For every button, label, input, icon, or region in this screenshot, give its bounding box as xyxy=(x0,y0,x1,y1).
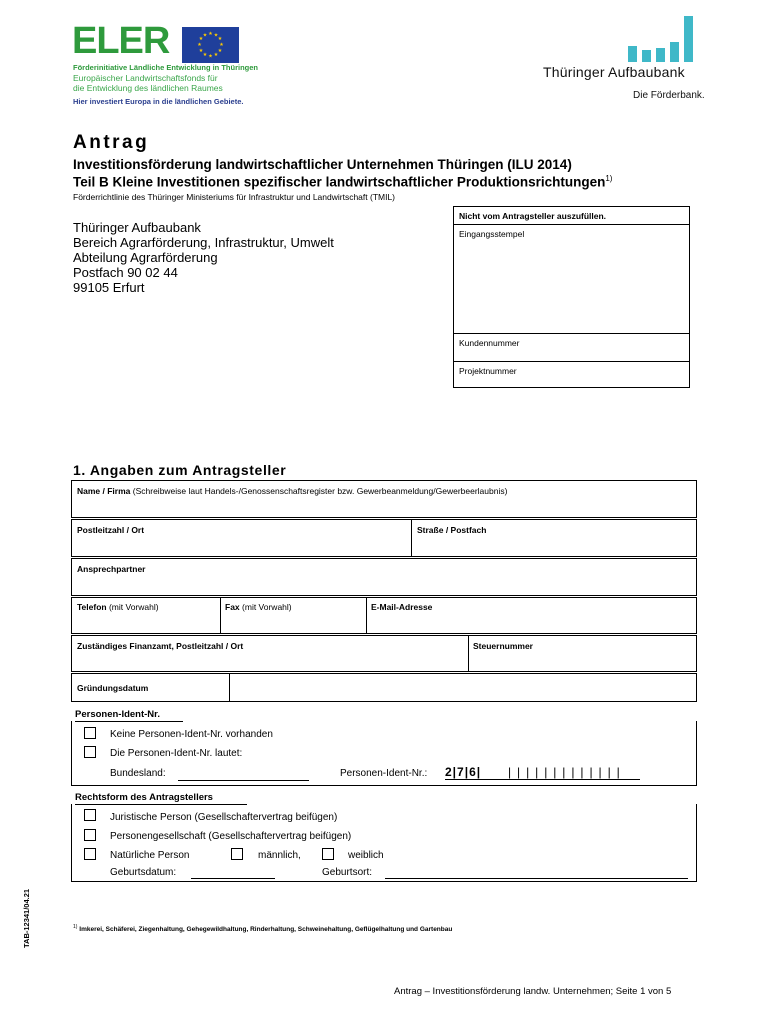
footnote-marker: 1) xyxy=(73,924,78,930)
female-label: weiblich xyxy=(348,850,384,861)
footnote xyxy=(73,924,452,933)
recipient-line-5: 99105 Erfurt xyxy=(73,280,145,295)
tax-number-label: Steuernummer xyxy=(473,641,533,651)
contact-details-row xyxy=(71,597,697,634)
bank-logo-name: Thüringer Aufbaubank xyxy=(543,64,685,80)
female-checkbox[interactable] xyxy=(322,848,334,860)
eler-logo-tagline: Hier investiert Europa in die ländlichen Gebiete. xyxy=(73,97,244,106)
eu-flag-icon xyxy=(182,27,239,63)
has-id-checkbox[interactable] xyxy=(84,746,96,758)
founding-date-field[interactable] xyxy=(230,674,696,701)
birth-place-label: Geburtsort: xyxy=(322,867,373,878)
eler-logo-line3: die Entwicklung des ländlichen Raumes xyxy=(73,83,223,93)
personal-id-heading: Personen-Ident-Nr. xyxy=(75,709,160,720)
recipient-line-1: Thüringer Aufbaubank xyxy=(73,220,201,235)
legal-form-heading: Rechtsform des Antragstellers xyxy=(75,792,213,803)
name-firm-field[interactable] xyxy=(71,480,697,518)
form-code: TAB-12341/04.21 xyxy=(22,888,31,948)
receipt-stamp-label: Eingangsstempel xyxy=(459,229,525,239)
svg-text:★: ★ xyxy=(217,48,223,54)
document-title: Antrag xyxy=(73,132,150,153)
name-firm-label xyxy=(77,486,507,496)
svg-text:★: ★ xyxy=(217,36,223,42)
tax-row xyxy=(71,635,697,672)
footnote-text: Imkerei, Schäferei, Ziegenhaltung, Gehegewildhaltung, Rinderhaltung, Schweinehaltung, Geflügelhaltung und Gartenbau xyxy=(79,926,453,934)
bank-logo-tagline: Die Förderbank. xyxy=(633,90,705,101)
male-checkbox[interactable] xyxy=(231,848,243,860)
eler-logo-line1: Förderinitiative Ländliche Entwicklung in Thüringen xyxy=(73,63,259,72)
legal-entity-checkbox[interactable] xyxy=(84,809,96,821)
postal-city-label: Postleitzahl / Ort xyxy=(77,525,145,535)
divider xyxy=(366,598,367,633)
tax-office-label: Zuständiges Finanzamt, Postleitzahl / Ort xyxy=(77,641,244,651)
founding-date-label: Gründungsdatum xyxy=(77,683,149,693)
svg-text:★: ★ xyxy=(198,48,204,54)
street-label: Straße / Postfach xyxy=(417,525,487,535)
legal-entity-label: Juristische Person (Gesellschaftervertrag beifügen) xyxy=(110,812,338,823)
svg-text:★: ★ xyxy=(202,32,208,39)
fax-hint: (mit Vorwahl) xyxy=(242,602,292,612)
section-1-heading: 1. Angaben zum Antragsteller xyxy=(73,462,287,478)
page-footer: Antrag – Investitionsförderung landw. Unternehmen; Seite 1 von 5 xyxy=(394,986,672,997)
svg-text:★: ★ xyxy=(202,52,208,58)
contact-person-label: Ansprechpartner xyxy=(77,564,146,574)
eler-logo-wordmark: ELER xyxy=(72,20,170,62)
divider xyxy=(220,598,221,633)
svg-text:★: ★ xyxy=(219,42,224,48)
no-id-checkbox[interactable] xyxy=(84,727,96,739)
phone-label-bold: Telefon xyxy=(77,602,107,612)
svg-text:★: ★ xyxy=(213,52,219,58)
customer-number-label: Kundennummer xyxy=(459,338,520,348)
partnership-label: Personengesellschaft (Gesellschaftervertrag beifügen) xyxy=(110,831,352,842)
email-label: E-Mail-Adresse xyxy=(371,602,433,612)
subtitle-line1: Investitionsförderung landwirtschaftlicher Unternehmen Thüringen (ILU 2014) xyxy=(73,157,572,172)
fax-label xyxy=(225,602,292,612)
recipient-line-2: Bereich Agrarförderung, Infrastruktur, Umwelt xyxy=(73,235,334,250)
postal-city-field[interactable] xyxy=(72,520,410,556)
fax-label-bold: Fax xyxy=(225,602,240,612)
eler-logo-line2: Europäischer Landwirtschaftsfonds für xyxy=(73,73,218,83)
state-input[interactable] xyxy=(178,780,309,781)
office-use-box xyxy=(453,206,690,388)
office-use-heading: Nicht vom Antragsteller auszufüllen. xyxy=(454,207,689,225)
phone-hint: (mit Vorwahl) xyxy=(108,602,159,612)
has-id-label: Die Personen-Ident-Nr. lautet: xyxy=(110,748,243,759)
subtitle-line2 xyxy=(73,174,612,190)
guideline-text: Förderrichtlinie des Thüringer Ministeriums für Infrastruktur und Landwirtschaft (TMIL) xyxy=(73,192,396,202)
name-firm-label-bold: Name / Firma xyxy=(77,486,131,496)
phone-label xyxy=(77,602,159,612)
customer-number-field[interactable] xyxy=(454,334,689,362)
recipient-line-4: Postfach 90 02 44 xyxy=(73,265,178,280)
name-firm-hint: (Schreibweise laut Handels-/Genossenschaftsregister bzw. Gewerbeanmeldung/Gewerbeerlaubnis) xyxy=(132,486,508,496)
street-field[interactable] xyxy=(412,520,696,556)
birth-place-input[interactable] xyxy=(385,878,688,879)
svg-text:★: ★ xyxy=(208,53,213,60)
svg-text:★: ★ xyxy=(198,36,204,42)
male-label: männlich, xyxy=(258,850,301,861)
subtitle-line2-text: Teil B Kleine Investitionen spezifischer landwirtschaftlicher Produktionsrichtungen xyxy=(73,174,606,190)
natural-person-checkbox[interactable] xyxy=(84,848,96,860)
footnote-marker: 1) xyxy=(605,174,613,183)
recipient-line-3: Abteilung Agrarförderung xyxy=(73,250,218,265)
birth-date-label: Geburtsdatum: xyxy=(110,867,177,878)
divider xyxy=(445,779,640,780)
natural-person-label: Natürliche Person xyxy=(110,850,190,861)
birth-date-input[interactable] xyxy=(191,878,275,879)
personal-id-number-input[interactable]: | | | | | | | | | | | | | xyxy=(508,765,622,779)
contact-person-field[interactable] xyxy=(71,558,697,596)
no-id-label: Keine Personen-Ident-Nr. vorhanden xyxy=(110,729,273,740)
personal-id-number-label: Personen-Ident-Nr.: xyxy=(340,768,428,779)
project-number-label: Projektnummer xyxy=(459,366,517,376)
partnership-checkbox[interactable] xyxy=(84,829,96,841)
project-number-field[interactable] xyxy=(454,362,689,387)
state-label: Bundesland: xyxy=(110,768,166,779)
receipt-stamp-field[interactable] xyxy=(454,225,689,334)
svg-text:★: ★ xyxy=(197,42,202,48)
divider xyxy=(468,636,469,671)
svg-text:★: ★ xyxy=(208,31,213,37)
personal-id-prefix: 2|7|6| xyxy=(445,765,482,779)
bank-logo-bars-icon xyxy=(628,16,698,66)
svg-text:★: ★ xyxy=(213,32,219,39)
